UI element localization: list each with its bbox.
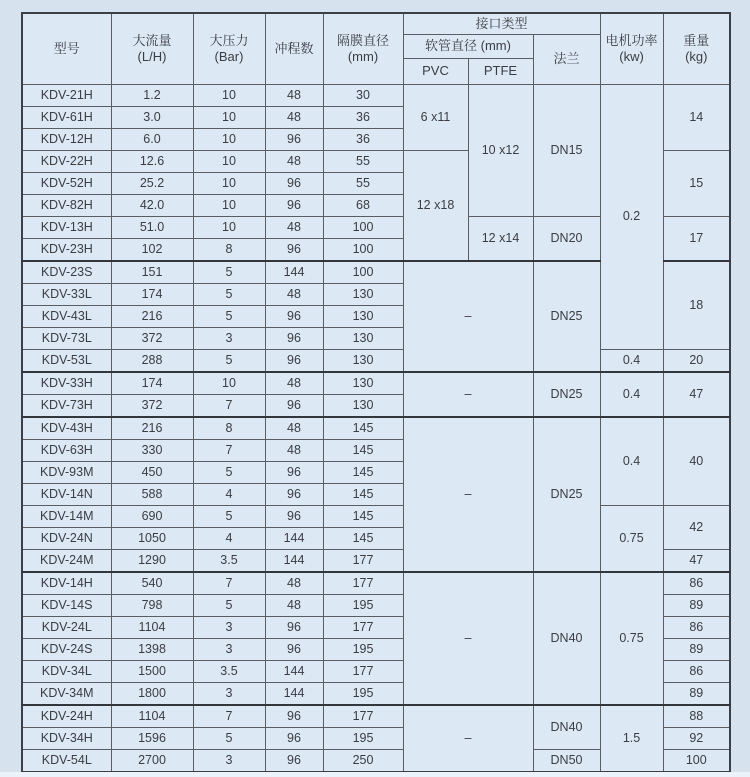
table-cell: 3 bbox=[193, 327, 265, 349]
table-cell: 0.4 bbox=[600, 372, 663, 417]
model-cell: KDV-43L bbox=[22, 305, 111, 327]
model-cell: KDV-14H bbox=[22, 572, 111, 595]
table-cell: 174 bbox=[111, 283, 193, 305]
table-cell: 145 bbox=[323, 505, 403, 527]
model-cell: KDV-24M bbox=[22, 549, 111, 572]
table-row bbox=[22, 705, 730, 728]
table-cell: 12 x14 bbox=[468, 216, 533, 261]
table-cell: 10 bbox=[193, 194, 265, 216]
table-cell: 0.75 bbox=[600, 572, 663, 705]
table-cell: 3 bbox=[193, 682, 265, 705]
table-cell: 10 bbox=[193, 84, 265, 106]
table-cell: 96 bbox=[265, 705, 323, 728]
table-cell: 10 bbox=[193, 106, 265, 128]
model-cell: KDV-33H bbox=[22, 372, 111, 395]
table-cell: 690 bbox=[111, 505, 193, 527]
model-cell: KDV-33L bbox=[22, 283, 111, 305]
table-cell: 145 bbox=[323, 439, 403, 461]
table-cell: 18 bbox=[663, 261, 730, 350]
table-cell: 48 bbox=[265, 572, 323, 595]
table-cell: 1500 bbox=[111, 660, 193, 682]
table-cell: 15 bbox=[663, 150, 730, 216]
table-row bbox=[22, 572, 730, 595]
table-cell: 10 bbox=[193, 172, 265, 194]
table-cell: 25.2 bbox=[111, 172, 193, 194]
table-cell: 96 bbox=[265, 638, 323, 660]
table-cell: 177 bbox=[323, 549, 403, 572]
table-cell: 372 bbox=[111, 394, 193, 417]
table-cell: 96 bbox=[265, 616, 323, 638]
table-cell: 1596 bbox=[111, 727, 193, 749]
spec-table-body bbox=[22, 84, 730, 772]
header-pvc: PVC bbox=[403, 58, 468, 84]
bottom-margin-strip bbox=[0, 772, 750, 777]
table-cell: 7 bbox=[193, 705, 265, 728]
header-diaphragm-label: 隔膜直径 bbox=[336, 32, 389, 48]
table-cell: 7 bbox=[193, 394, 265, 417]
table-cell: 145 bbox=[323, 483, 403, 505]
table-row bbox=[22, 372, 730, 395]
table-cell: 36 bbox=[323, 128, 403, 150]
model-cell: KDV-14M bbox=[22, 505, 111, 527]
table-cell: 6 x11 bbox=[403, 84, 468, 150]
table-cell: 89 bbox=[663, 682, 730, 705]
table-cell: 10 bbox=[193, 128, 265, 150]
table-cell: 42 bbox=[663, 505, 730, 549]
spec-table bbox=[21, 12, 731, 773]
table-cell: DN20 bbox=[533, 216, 600, 261]
table-cell: 3 bbox=[193, 749, 265, 772]
table-cell: 96 bbox=[265, 727, 323, 749]
model-cell: KDV-73L bbox=[22, 327, 111, 349]
table-cell: 216 bbox=[111, 305, 193, 327]
model-cell: KDV-24H bbox=[22, 705, 111, 728]
table-cell: 12.6 bbox=[111, 150, 193, 172]
model-cell: KDV-22H bbox=[22, 150, 111, 172]
table-cell: 48 bbox=[265, 417, 323, 440]
table-row bbox=[22, 349, 730, 372]
table-cell: 47 bbox=[663, 549, 730, 572]
table-cell: 48 bbox=[265, 84, 323, 106]
table-cell: 144 bbox=[265, 261, 323, 284]
table-cell: 7 bbox=[193, 572, 265, 595]
header-weight-label: 重量 bbox=[683, 32, 710, 48]
table-cell: – bbox=[403, 417, 533, 572]
model-cell: KDV-43H bbox=[22, 417, 111, 440]
table-cell: 48 bbox=[265, 439, 323, 461]
table-cell: 1398 bbox=[111, 638, 193, 660]
header-interface-type: 接口类型 bbox=[403, 13, 600, 34]
model-cell: KDV-53L bbox=[22, 349, 111, 372]
table-cell: 130 bbox=[323, 349, 403, 372]
table-cell: DN40 bbox=[533, 705, 600, 750]
header-weight-unit: (kg) bbox=[685, 48, 708, 64]
table-cell: 96 bbox=[265, 128, 323, 150]
table-cell: 10 bbox=[193, 150, 265, 172]
table-cell: 177 bbox=[323, 572, 403, 595]
table-cell: 96 bbox=[265, 394, 323, 417]
header-motor-power bbox=[600, 13, 663, 84]
table-cell: – bbox=[403, 705, 533, 772]
table-cell: 30 bbox=[323, 84, 403, 106]
table-cell: 130 bbox=[323, 394, 403, 417]
table-cell: 20 bbox=[663, 349, 730, 372]
table-cell: 51.0 bbox=[111, 216, 193, 238]
header-flange: 法兰 bbox=[533, 34, 600, 84]
table-cell: 102 bbox=[111, 238, 193, 261]
table-cell: 144 bbox=[265, 660, 323, 682]
header-motor-unit: (kw) bbox=[619, 48, 644, 64]
table-cell: 130 bbox=[323, 372, 403, 395]
model-cell: KDV-93M bbox=[22, 461, 111, 483]
table-cell: 48 bbox=[265, 594, 323, 616]
table-cell: 5 bbox=[193, 349, 265, 372]
table-cell: 7 bbox=[193, 439, 265, 461]
table-cell: 96 bbox=[265, 305, 323, 327]
table-cell: – bbox=[403, 261, 533, 372]
table-cell: 216 bbox=[111, 417, 193, 440]
table-cell: 96 bbox=[265, 172, 323, 194]
model-cell: KDV-12H bbox=[22, 128, 111, 150]
table-cell: 86 bbox=[663, 616, 730, 638]
table-cell: DN40 bbox=[533, 572, 600, 705]
table-cell: 177 bbox=[323, 616, 403, 638]
table-cell: 1290 bbox=[111, 549, 193, 572]
table-cell: 177 bbox=[323, 660, 403, 682]
table-cell: 5 bbox=[193, 594, 265, 616]
header-flow-label: 大流量 bbox=[132, 32, 172, 48]
model-cell: KDV-82H bbox=[22, 194, 111, 216]
header-ptfe: PTFE bbox=[468, 58, 533, 84]
table-cell: 0.4 bbox=[600, 417, 663, 506]
model-cell: KDV-61H bbox=[22, 106, 111, 128]
table-cell: 151 bbox=[111, 261, 193, 284]
table-cell: 5 bbox=[193, 461, 265, 483]
table-cell: 88 bbox=[663, 705, 730, 728]
table-cell: 96 bbox=[265, 749, 323, 772]
table-cell: 3.5 bbox=[193, 549, 265, 572]
table-cell: 145 bbox=[323, 461, 403, 483]
table-cell: 288 bbox=[111, 349, 193, 372]
table-cell: 195 bbox=[323, 594, 403, 616]
table-cell: 96 bbox=[265, 505, 323, 527]
model-cell: KDV-34L bbox=[22, 660, 111, 682]
header-strokes: 冲程数 bbox=[265, 13, 323, 84]
table-cell: 48 bbox=[265, 372, 323, 395]
table-cell: 130 bbox=[323, 305, 403, 327]
table-cell: 36 bbox=[323, 106, 403, 128]
model-cell: KDV-21H bbox=[22, 84, 111, 106]
header-row-top bbox=[22, 13, 730, 34]
table-cell: 42.0 bbox=[111, 194, 193, 216]
table-cell: 1104 bbox=[111, 616, 193, 638]
table-cell: 55 bbox=[323, 172, 403, 194]
table-cell: 96 bbox=[265, 194, 323, 216]
table-cell: 92 bbox=[663, 727, 730, 749]
header-pressure-unit: (Bar) bbox=[214, 48, 244, 64]
table-cell: DN50 bbox=[533, 749, 600, 772]
table-cell: 3 bbox=[193, 616, 265, 638]
model-cell: KDV-52H bbox=[22, 172, 111, 194]
table-cell: 177 bbox=[323, 705, 403, 728]
table-cell: 89 bbox=[663, 594, 730, 616]
table-cell: 145 bbox=[323, 417, 403, 440]
header-pressure-label: 大压力 bbox=[209, 32, 249, 48]
table-cell: 100 bbox=[323, 216, 403, 238]
table-cell: DN25 bbox=[533, 261, 600, 372]
table-cell: 1104 bbox=[111, 705, 193, 728]
table-row bbox=[22, 505, 730, 527]
table-cell: 5 bbox=[193, 261, 265, 284]
table-cell: 86 bbox=[663, 660, 730, 682]
table-header bbox=[22, 13, 730, 84]
table-cell: 3 bbox=[193, 638, 265, 660]
table-cell: 195 bbox=[323, 682, 403, 705]
table-row bbox=[22, 84, 730, 106]
model-cell: KDV-73H bbox=[22, 394, 111, 417]
table-cell: 89 bbox=[663, 638, 730, 660]
header-hose-diameter: 软管直径 (mm) bbox=[403, 34, 533, 58]
table-cell: 48 bbox=[265, 150, 323, 172]
table-cell: 4 bbox=[193, 483, 265, 505]
table-cell: 250 bbox=[323, 749, 403, 772]
table-cell: 96 bbox=[265, 349, 323, 372]
model-cell: KDV-63H bbox=[22, 439, 111, 461]
model-cell: KDV-13H bbox=[22, 216, 111, 238]
table-cell: 144 bbox=[265, 682, 323, 705]
table-cell: 12 x18 bbox=[403, 150, 468, 261]
table-cell: 68 bbox=[323, 194, 403, 216]
header-diaphragm-unit: (mm) bbox=[347, 48, 379, 64]
table-cell: 100 bbox=[323, 261, 403, 284]
table-cell: 195 bbox=[323, 727, 403, 749]
table-cell: 14 bbox=[663, 84, 730, 150]
table-cell: 5 bbox=[193, 305, 265, 327]
table-cell: 10 bbox=[193, 372, 265, 395]
table-cell: 130 bbox=[323, 283, 403, 305]
table-cell: 1050 bbox=[111, 527, 193, 549]
table-cell: 0.75 bbox=[600, 505, 663, 572]
table-cell: 6.0 bbox=[111, 128, 193, 150]
table-cell: 96 bbox=[265, 483, 323, 505]
table-cell: 1800 bbox=[111, 682, 193, 705]
table-cell: 10 x12 bbox=[468, 84, 533, 216]
table-cell: 588 bbox=[111, 483, 193, 505]
model-cell: KDV-14N bbox=[22, 483, 111, 505]
table-cell: 48 bbox=[265, 216, 323, 238]
table-cell: 798 bbox=[111, 594, 193, 616]
table-cell: 195 bbox=[323, 638, 403, 660]
table-cell: – bbox=[403, 572, 533, 705]
table-cell: 96 bbox=[265, 238, 323, 261]
table-cell: 40 bbox=[663, 417, 730, 506]
table-cell: 10 bbox=[193, 216, 265, 238]
table-cell: 330 bbox=[111, 439, 193, 461]
model-cell: KDV-24L bbox=[22, 616, 111, 638]
table-cell: 5 bbox=[193, 727, 265, 749]
table-cell: 450 bbox=[111, 461, 193, 483]
table-row bbox=[22, 417, 730, 440]
header-diaphragm bbox=[323, 13, 403, 84]
table-cell: 8 bbox=[193, 238, 265, 261]
table-cell: DN15 bbox=[533, 84, 600, 216]
model-cell: KDV-23S bbox=[22, 261, 111, 284]
header-pressure bbox=[193, 13, 265, 84]
table-cell: 540 bbox=[111, 572, 193, 595]
model-cell: KDV-54L bbox=[22, 749, 111, 772]
table-cell: DN25 bbox=[533, 372, 600, 417]
header-motor-label: 电机功率 bbox=[605, 32, 658, 48]
table-cell: 4 bbox=[193, 527, 265, 549]
table-cell: 0.4 bbox=[600, 349, 663, 372]
header-weight bbox=[663, 13, 730, 84]
model-cell: KDV-34M bbox=[22, 682, 111, 705]
table-cell: 55 bbox=[323, 150, 403, 172]
table-cell: 100 bbox=[663, 749, 730, 772]
table-cell: 0.2 bbox=[600, 84, 663, 349]
table-cell: 174 bbox=[111, 372, 193, 395]
table-cell: 130 bbox=[323, 327, 403, 349]
table-cell: 96 bbox=[265, 461, 323, 483]
table-cell: 8 bbox=[193, 417, 265, 440]
table-cell: 100 bbox=[323, 238, 403, 261]
table-cell: 96 bbox=[265, 327, 323, 349]
header-flow bbox=[111, 13, 193, 84]
table-cell: 5 bbox=[193, 283, 265, 305]
model-cell: KDV-14S bbox=[22, 594, 111, 616]
table-cell: 5 bbox=[193, 505, 265, 527]
table-cell: 1.5 bbox=[600, 705, 663, 772]
model-cell: KDV-24N bbox=[22, 527, 111, 549]
table-cell: 47 bbox=[663, 372, 730, 417]
table-cell: – bbox=[403, 372, 533, 417]
table-cell: 48 bbox=[265, 283, 323, 305]
table-cell: 145 bbox=[323, 527, 403, 549]
model-cell: KDV-23H bbox=[22, 238, 111, 261]
model-cell: KDV-24S bbox=[22, 638, 111, 660]
header-model: 型号 bbox=[22, 13, 111, 84]
table-cell: 3.5 bbox=[193, 660, 265, 682]
table-cell: 144 bbox=[265, 527, 323, 549]
table-cell: 2700 bbox=[111, 749, 193, 772]
table-cell: 3.0 bbox=[111, 106, 193, 128]
table-cell: 144 bbox=[265, 549, 323, 572]
table-cell: 86 bbox=[663, 572, 730, 595]
table-cell: 372 bbox=[111, 327, 193, 349]
table-cell: 48 bbox=[265, 106, 323, 128]
table-cell: 1.2 bbox=[111, 84, 193, 106]
table-cell: 17 bbox=[663, 216, 730, 261]
table-cell: DN25 bbox=[533, 417, 600, 572]
model-cell: KDV-34H bbox=[22, 727, 111, 749]
header-flow-unit: (L/H) bbox=[137, 48, 167, 64]
